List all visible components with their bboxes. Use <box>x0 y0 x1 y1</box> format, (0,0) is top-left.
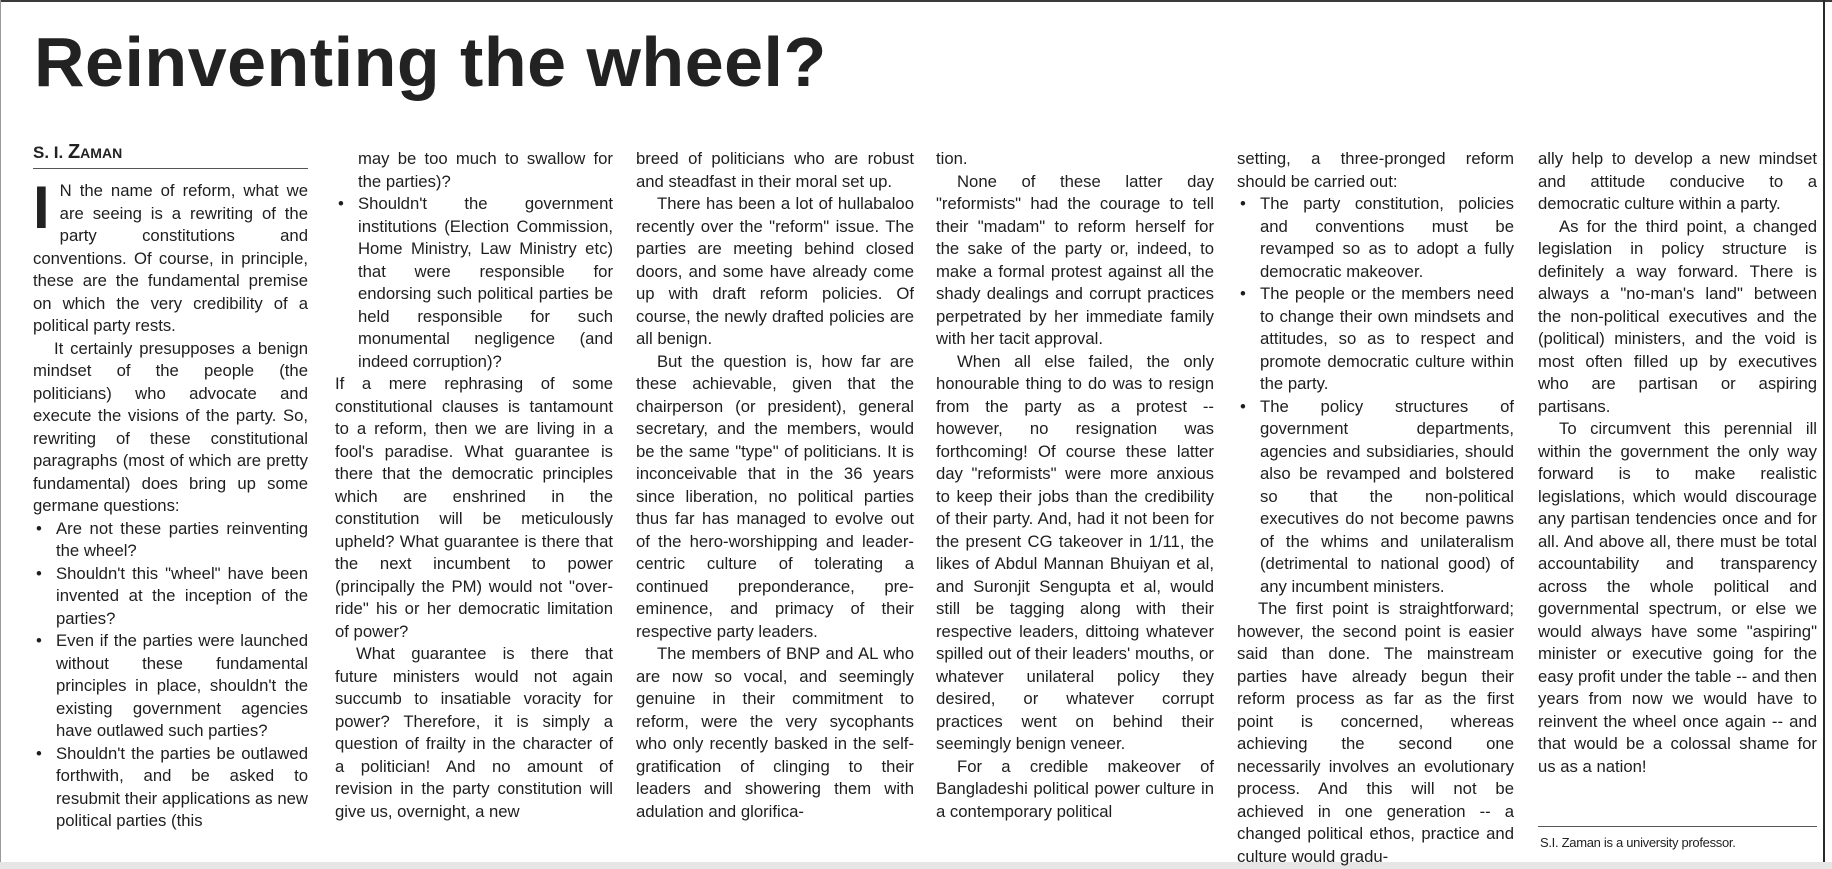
paragraph-continued: ally help to develop a new mindset and attitude conducive to a democratic culture within a party. <box>1538 149 1817 213</box>
byline-initials: S. I. <box>33 143 68 162</box>
paragraph: There has been a lot of hullabaloo recently over the "reform" issue. The parties are meeting behind closed doors, and some have already come up with draft reform policies. Of course, the newly drafted policies are all benign. <box>636 194 914 348</box>
byline <box>33 141 308 169</box>
column-3 <box>636 148 914 823</box>
column-6 <box>1538 148 1817 778</box>
author-footnote: S.I. Zaman is a university professor. <box>1540 835 1736 850</box>
list-item: • Shouldn't the government institutions (Election Commission, Home Ministry, Law Ministry etc) that were responsible for endorsing such political parties be held responsible for such monumental negligence (and indeed corruption)? <box>358 193 613 373</box>
question-list <box>335 148 613 373</box>
paragraph: If a mere rephrasing of some constitutional clauses is tantamount to a reform, then we are living in a fool's paradise. What guarantee is there that the democratic principles which are enshrined in the constitution will be meticulously upheld? What guarantee is there that the next incumbent to power (principally the PM) would not "over-ride" his or her democratic limitation of power? <box>335 374 613 641</box>
paragraph: For a credible makeover of Bangladeshi political power culture in a contemporary political <box>936 756 1214 821</box>
column-5 <box>1237 148 1514 868</box>
column-1 <box>33 174 308 833</box>
paragraph: What guarantee is there that future ministers would not again succumb to insatiable voracity for power? Therefore, it is simply a question of frailty in the character of a politician! And no amount of revision in the party constitution will give us, overnight, a new <box>335 644 613 821</box>
list-item: • The party constitution, policies and conventions must be revamped so as to adopt a fully democratic makeover. <box>1260 193 1514 283</box>
top-rule <box>0 0 1832 2</box>
paragraph: The first point is straightforward; however, the second point is easier said than done. The mainstream parties have already begun their reform process as far as the first point is concerned, whereas achieving the second one necessarily involves an evolutionary process. And this will not be achieved in one generation -- a changed political ethos, practice and culture would gradu- <box>1237 599 1514 866</box>
column-2 <box>335 148 613 823</box>
paragraph: I N the name of reform, what we are seeing is a rewriting of the party constitutions and conventions. Of course, in principle, these are the fundamental premise on which the very credibility of a political party rests. <box>33 174 308 335</box>
list-item: • Shouldn't this "wheel" have been invented at the inception of the parties? <box>56 563 308 631</box>
paragraph: None of these latter day "reformists" had the courage to tell their "madam" to reform herself for the sake of the party or, indeed, to make a formal protest against all the shady dealings and corrupt practices perpetrated by her immediate family with her tacit approval. <box>936 171 1214 348</box>
paragraph: It certainly presupposes a benign mindset of the people (the politicians) who advocate and execute the visions of the party. So, rewriting of these constitutional paragraphs (most of which are pretty fundamental) does bring up some germane questions: <box>33 338 308 515</box>
drop-cap: I <box>33 174 50 241</box>
paragraph: When all else failed, the only honourable thing to do was to resign from the party as a protest -- however, no resignation was forthcoming! Of course these latter day "reformists" were more anxious to keep their jobs than the credibility of their party. And, had it not been for the present CG takeover in 1/11, the likes of Abdul Mannan Bhuiyan et al, and Suronjit Sengupta et al, would still be tagging along with their respective leaders, dittoing whatever spilled out of their leaders' mouths, or whatever unilateral policy they desired, or whatever corrupt practices went on behind their seemingly benign veneer. <box>936 351 1214 753</box>
reform-list <box>1237 193 1514 598</box>
bottom-band <box>0 862 1832 869</box>
paragraph: To circumvent this perennial ill within the government the only way forward is to make realistic legislations, which would discourage any partisan tendencies once and for all. And above all, there must be total accountability and transparency across the whole political and governmental spectrum, or else we would always have some "aspiring" minister or executive going for the easy profit under the table -- and then years from now we would have to reinvent the wheel once again -- and that would be a colossal shame for us as a nation! <box>1538 419 1817 776</box>
list-item-continued: may be too much to swallow for the parties)? <box>358 149 613 191</box>
list-item: • The policy structures of government departments, agencies and subsidiaries, should also be revamped and bolstered so that the non-political executives do not become pawns of the whims and unilateralism (detrimental to national good) of any incumbent ministers. <box>1260 396 1514 599</box>
list-item: • Shouldn't the parties be outlawed forthwith, and be asked to resubmit their applications as new political parties (this <box>56 743 308 833</box>
byline-surname: Zaman <box>67 141 123 163</box>
footnote-rule <box>1538 826 1817 827</box>
list-item: • Even if the parties were launched without these fundamental principles in place, shouldn't the existing government agencies have outlawed such parties? <box>56 630 308 743</box>
left-rule <box>0 0 1 869</box>
column-4 <box>936 148 1214 823</box>
paragraph-continued: setting, a three-pronged reform should be carried out: <box>1237 149 1514 191</box>
right-rule <box>1823 0 1825 869</box>
list-item: • Are not these parties reinventing the wheel? <box>56 518 308 563</box>
paragraph: As for the third point, a changed legislation in policy structure is definitely a way forward. There is always a "no-man's land" between the non-political executives and the (political) ministers, and the void is most often filled up by executives who are partisan or aspiring partisans. <box>1538 216 1817 416</box>
question-list <box>33 518 308 833</box>
paragraph: The members of BNP and AL who are now so vocal, and seemingly genuine in their commitment to reform, were the very sycophants who only recently basked in the self-gratification of clinging to their leaders and showering them with adulation and glorifica- <box>636 644 914 821</box>
paragraph-continued: breed of politicians who are robust and steadfast in their moral set up. <box>636 149 914 191</box>
paragraph-continued: tion. <box>936 149 968 168</box>
list-item: • The people or the members need to change their own mindsets and attitudes, so as to respect and promote democratic culture within the party. <box>1260 283 1514 396</box>
paragraph: But the question is, how far are these achievable, given that the chairperson (or president), general secretary, and the members, would be the same "type" of politicians. It is inconceivable that in the 36 years since liberation, no political parties thus far has managed to evolve out of the hero-worshipping and leader-centric culture of tolerating a continued preponderance, pre-eminence, and primacy of their respective party leaders. <box>636 351 914 641</box>
headline: Reinventing the wheel? <box>34 23 827 101</box>
